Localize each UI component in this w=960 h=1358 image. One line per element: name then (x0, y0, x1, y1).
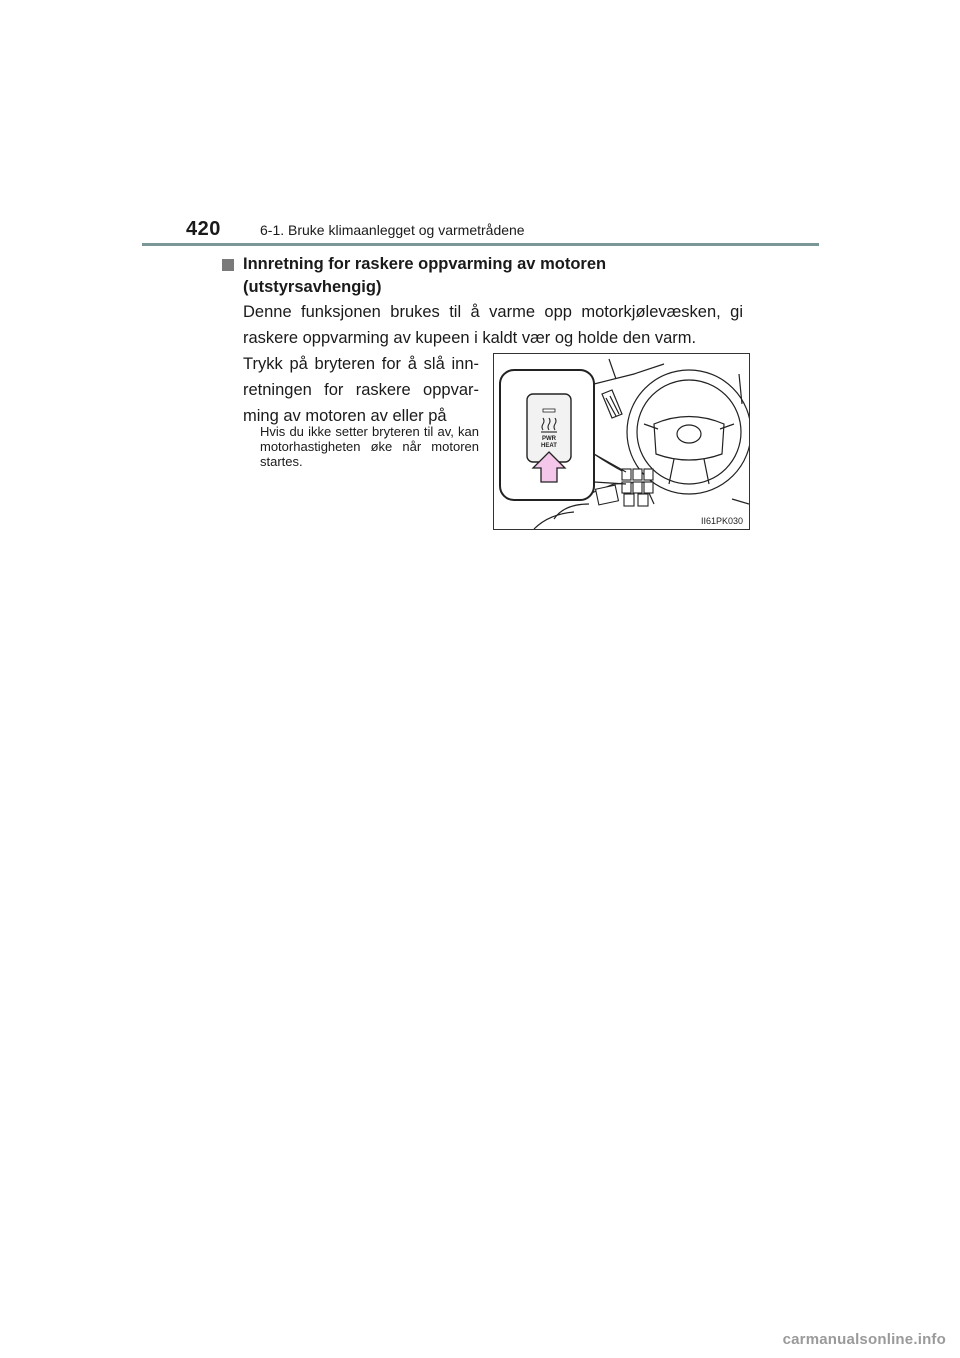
watermark: carmanualsonline.info (782, 1331, 946, 1348)
switch-cluster (596, 469, 653, 506)
intro-paragraph: Denne funksjonen brukes til å varme opp motorkjølevæsken, gi raskere oppvarming av kupeen i kaldt vær og holde den varm. (243, 303, 743, 347)
section-title-line1: Innretning for raskere oppvarming av motoren (243, 255, 607, 273)
page-number: 420 (186, 218, 221, 240)
section-title-line2: (utstyrsavhengig) (243, 278, 382, 296)
section-title (243, 253, 743, 299)
dashboard-illustration (493, 353, 750, 530)
switch-label-pwr: PWR (542, 436, 556, 442)
instruction-paragraph: Trykk på bryteren for å slå inn-retningen for raskere oppvar-ming av motoren av eller på (243, 355, 479, 425)
section-marker-icon (222, 259, 234, 271)
note-paragraph: Hvis du ikke setter bryteren til av, kan motorhastigheten øke når motoren startes. (260, 424, 479, 469)
chapter-title: 6-1. Bruke klimaanlegget og varmetrådene (260, 222, 525, 238)
callout-lines (594, 454, 626, 484)
switch-label-heat: HEAT (541, 443, 557, 449)
illustration-code: II61PK030 (700, 516, 743, 526)
header-divider (142, 243, 819, 246)
dashboard-drawing (494, 354, 749, 529)
indicator-light (543, 409, 555, 412)
